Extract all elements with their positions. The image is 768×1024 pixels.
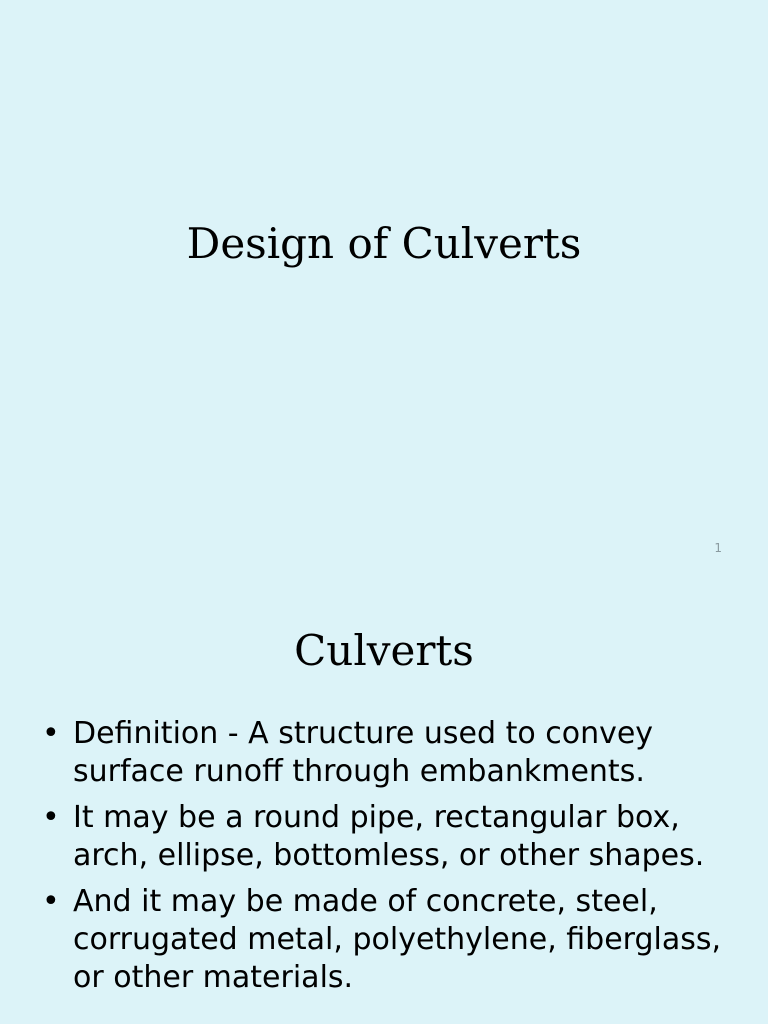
bullet-text: And it may be made of concrete, steel, corrugated metal, polyethylene, fiberglass, or other materials. xyxy=(73,884,722,995)
bullet-item xyxy=(0,799,768,875)
bullet-icon: • xyxy=(42,800,60,835)
bullet-list xyxy=(0,715,768,1005)
slide-2 xyxy=(0,576,768,1024)
bullet-icon: • xyxy=(42,884,60,919)
bullet-icon: • xyxy=(42,716,60,751)
bullet-item xyxy=(0,883,768,997)
slide-title: Design of Culverts xyxy=(186,219,582,268)
bullet-item xyxy=(0,715,768,791)
bullet-text: Definition - A structure used to convey surface runoff through embankments. xyxy=(73,716,654,789)
slide-title: Culverts xyxy=(294,626,474,675)
bullet-text: It may be a round pipe, rectangular box, arch, ellipse, bottomless, or other shapes. xyxy=(73,800,705,873)
slide-number: 1 xyxy=(714,541,722,555)
